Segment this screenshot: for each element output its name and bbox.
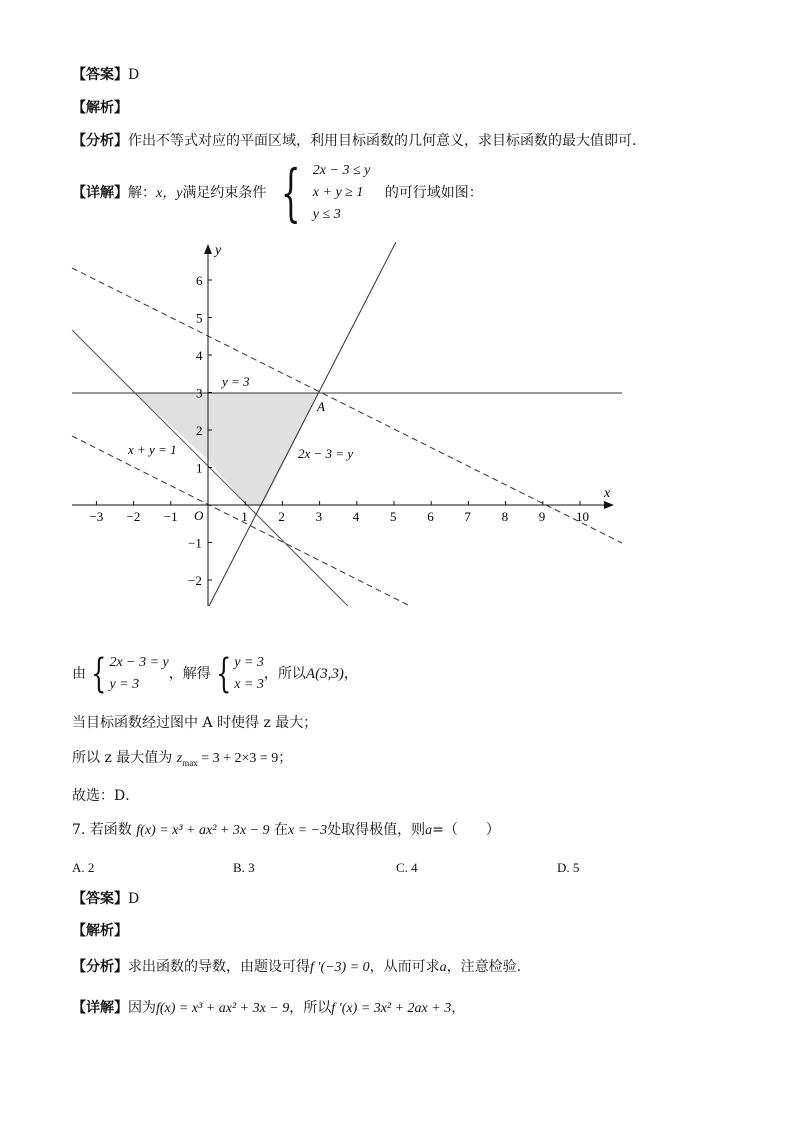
line-pass: 当目标函数经过图中 A 时使得 z 最大； xyxy=(72,715,318,731)
x-tick-label: −2 xyxy=(126,509,141,524)
y-axis-label: y xyxy=(215,243,222,258)
option-b: B. 3 xyxy=(233,860,255,875)
q7-cond: x = −3 xyxy=(287,823,328,838)
q7-answer-line xyxy=(72,890,139,908)
x-tick-label: 3 xyxy=(315,509,323,524)
constraint-system xyxy=(313,160,371,226)
solve-system xyxy=(109,652,168,696)
solve-result xyxy=(234,652,264,696)
q7-answer-value: D xyxy=(128,891,140,907)
y-tick-label: 4 xyxy=(196,348,203,363)
solve-brace-2: { xyxy=(215,651,232,697)
max-prefix: 所以 z 最大值为 xyxy=(72,750,173,766)
x-tick-label: −3 xyxy=(89,509,104,524)
constraint-3: y ≤ 3 xyxy=(312,207,341,222)
origin-label: O xyxy=(194,508,204,523)
solve-prefix: 由 xyxy=(72,666,86,682)
option-c: C. 4 xyxy=(396,860,418,875)
max-value: = 3 + 2×3 = 9 xyxy=(197,751,279,766)
y-tick-label: 1 xyxy=(196,460,203,476)
y-tick-label: −2 xyxy=(188,573,202,588)
q7-analysis-heading xyxy=(72,922,128,940)
q7-detail-tag: 【详解】 xyxy=(72,1000,128,1016)
x-tick-label: 7 xyxy=(464,509,471,524)
detail-mid: 满足约束条件 xyxy=(182,184,267,201)
label-point-A: A xyxy=(317,399,325,414)
q7-detail-deriv: f ′(x) = 3x² + 2ax + 3 xyxy=(331,1001,452,1016)
max-sub: max xyxy=(182,757,198,768)
x-tick-label: 9 xyxy=(538,509,546,524)
solve-end: ， xyxy=(343,666,358,682)
choice-line: 故选：D． xyxy=(72,788,140,804)
solve-line xyxy=(72,652,358,696)
solve-res-2: x = 3 xyxy=(234,677,264,692)
q7-detail-3: ， xyxy=(451,1000,466,1016)
detail-tag: 【详解】 xyxy=(72,184,128,201)
analysis-heading xyxy=(72,99,128,117)
y-tick-label: 3 xyxy=(196,385,203,401)
q7-fenxi-1: 求出函数的导数，由题设可得 xyxy=(128,959,310,975)
q7-detail-1: 因为 xyxy=(128,1000,156,1016)
point-A-text: A(3,3) xyxy=(305,666,344,682)
q7-fenxi-2: ，从而可求 xyxy=(369,959,440,975)
solve-eq-1: 2x − 3 = y xyxy=(109,655,169,670)
max-tail: ； xyxy=(278,750,293,766)
q7-fenxi-expr: f ′(−3) = 0 xyxy=(310,960,370,975)
analysis-tag: 【解析】 xyxy=(72,100,128,116)
answer-tag: 【答案】 xyxy=(72,67,128,83)
q7-fenxi-line xyxy=(72,958,521,977)
answer-value: D xyxy=(128,67,140,83)
x-tick-label: 8 xyxy=(501,509,509,524)
y-tick-label: 5 xyxy=(196,310,203,326)
fenxi-line xyxy=(72,132,646,150)
x-tick-label: 2 xyxy=(278,509,285,524)
x-tick-label: 6 xyxy=(427,509,434,524)
option-d: D. 5 xyxy=(557,860,580,875)
constraint-1: 2x − 3 ≤ y xyxy=(312,163,371,178)
label-y-eq-3: y = 3 xyxy=(222,374,250,389)
q7-answer-tag: 【答案】 xyxy=(72,891,128,907)
detail-vars: x，y xyxy=(156,185,183,201)
q7-mid: 在 xyxy=(273,822,288,838)
feasible-region-graph xyxy=(0,232,794,632)
q7-fenxi-tag: 【分析】 xyxy=(72,959,128,975)
x-axis-arrow xyxy=(604,501,614,509)
q7-fenxi-var: a xyxy=(439,960,447,975)
solve-eq-2: y = 3 xyxy=(109,677,140,692)
y-tick-label: −1 xyxy=(188,535,202,551)
answer-line xyxy=(72,66,139,84)
x-tick-label: 5 xyxy=(390,509,397,524)
q7-end: =（ ） xyxy=(432,822,500,838)
q7-detail-line xyxy=(72,999,465,1018)
q7-tail: 处取得极值，则 xyxy=(327,822,426,838)
max-line xyxy=(72,749,292,772)
detail-intro: 解： xyxy=(128,184,156,201)
y-axis-arrow xyxy=(204,244,212,254)
constraint-brace: { xyxy=(280,156,301,229)
solve-tail: ，所以 xyxy=(263,666,306,682)
x-tick-label: 1 xyxy=(241,509,248,524)
x-axis-label: x xyxy=(604,486,611,501)
fenxi-text: 作出不等式对应的平面区域，利用目标函数的几何意义，求目标函数的最大值即可． xyxy=(128,133,646,149)
fenxi-tag: 【分析】 xyxy=(72,133,128,149)
q7-detail-func: f(x) = x³ + ax² + 3x − 9 xyxy=(156,1001,290,1016)
x-tick-label: −1 xyxy=(163,509,178,524)
q7-prefix: 7. 若函数 xyxy=(72,822,132,838)
q7-stem xyxy=(72,821,500,840)
solve-res-1: y = 3 xyxy=(234,655,264,670)
solve-mid: ，解得 xyxy=(168,666,211,682)
constraint-2: x + y ≥ 1 xyxy=(312,185,364,200)
q7-var: a xyxy=(425,823,433,838)
q7-analysis-tag: 【解析】 xyxy=(72,923,128,939)
x-tick-group xyxy=(89,501,589,524)
y-tick-label: 2 xyxy=(196,423,203,438)
y-tick-label: 6 xyxy=(196,273,203,288)
label-x-plus-y: x + y = 1 xyxy=(128,442,177,457)
option-a: A. 2 xyxy=(72,860,95,875)
q7-func: f(x) = x³ + ax² + 3x − 9 xyxy=(136,823,270,838)
solve-brace-1: { xyxy=(91,651,107,697)
q7-fenxi-3: ，注意检验. xyxy=(446,959,522,975)
detail-tail: 的可行域如图： xyxy=(384,185,483,201)
max-expr: z xyxy=(176,751,183,766)
x-tick-label: 4 xyxy=(352,509,360,524)
label-2x-minus-3: 2x − 3 = y xyxy=(298,446,354,461)
detail-line xyxy=(72,156,483,229)
q7-detail-2: ，所以 xyxy=(289,1000,332,1016)
x-tick-label: 10 xyxy=(576,509,589,524)
